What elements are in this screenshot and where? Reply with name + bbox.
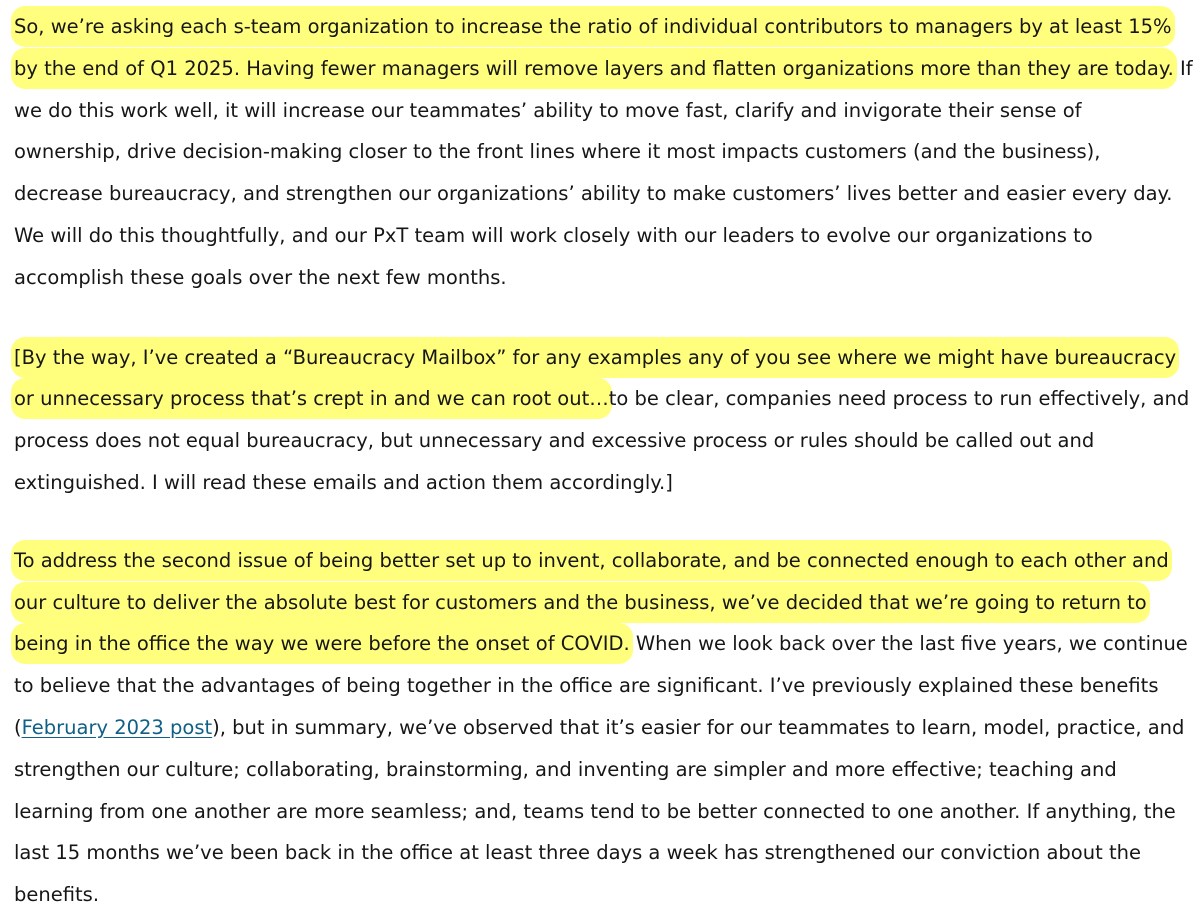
paragraph-return-to-office (14, 540, 1194, 916)
document-body (14, 6, 1194, 916)
paragraph-manager-ratio (14, 6, 1194, 299)
paragraph-bureaucracy-mailbox (14, 337, 1194, 504)
highlighted-text: [By the way, I’ve created a “Bureaucracy Mailbox” for any examples any of you see where we might have bureaucracy or unnecessary process that’s crept in and we can root out… (11, 337, 1179, 420)
body-text: When we look back over the last five years, we continue to believe that the advantages of being together in the office are significant. I’ve previously explained these benefits ( (14, 632, 1188, 739)
highlighted-text: So, we’re asking each s-team organization to increase the ratio of individual contributors to managers by at least 15% by the end of Q1 2025. Having fewer managers will remove layers and flatten organizations more than they are today. (11, 6, 1177, 89)
body-text: If we do this work well, it will increase our teammates’ ability to move fast, clarify and invigorate their sense of ownership, drive decision-making closer to the front lines where it most impacts customers (and the business), decrease bureaucracy, and strengthen our organizations’ ability to make customers’ lives better and easier every day. We will do this thoughtfully, and our PxT team will work closely with our leaders to evolve our organizations to accomplish these goals over the next few months. (14, 56, 1193, 289)
february-2023-post-link[interactable]: February 2023 post (21, 715, 213, 739)
body-text: to be clear, companies need process to run effectively, and process does not equal bureaucracy, but unnecessary and excessive process or rules should be called out and extinguished. I will read these emails and action them accordingly.] (14, 387, 1190, 494)
body-text: ), but in summary, we’ve observed that it’s easier for our teammates to learn, model, practice, and strengthen our culture; collaborating, brainstorming, and inventing are simpler and more effective; teaching and learning from one another are more seamless; and, teams tend to be better connected to one another. If anything, the last 15 months we’ve been back in the office at least three days a week has strengthened our conviction about the benefits. (14, 715, 1185, 907)
highlighted-text: To address the second issue of being better set up to invent, collaborate, and be connected enough to each other and our culture to deliver the absolute best for customers and the business, we’ve decided that we’re going to return to being in the office the way we were before the onset of COVID. (11, 540, 1172, 665)
